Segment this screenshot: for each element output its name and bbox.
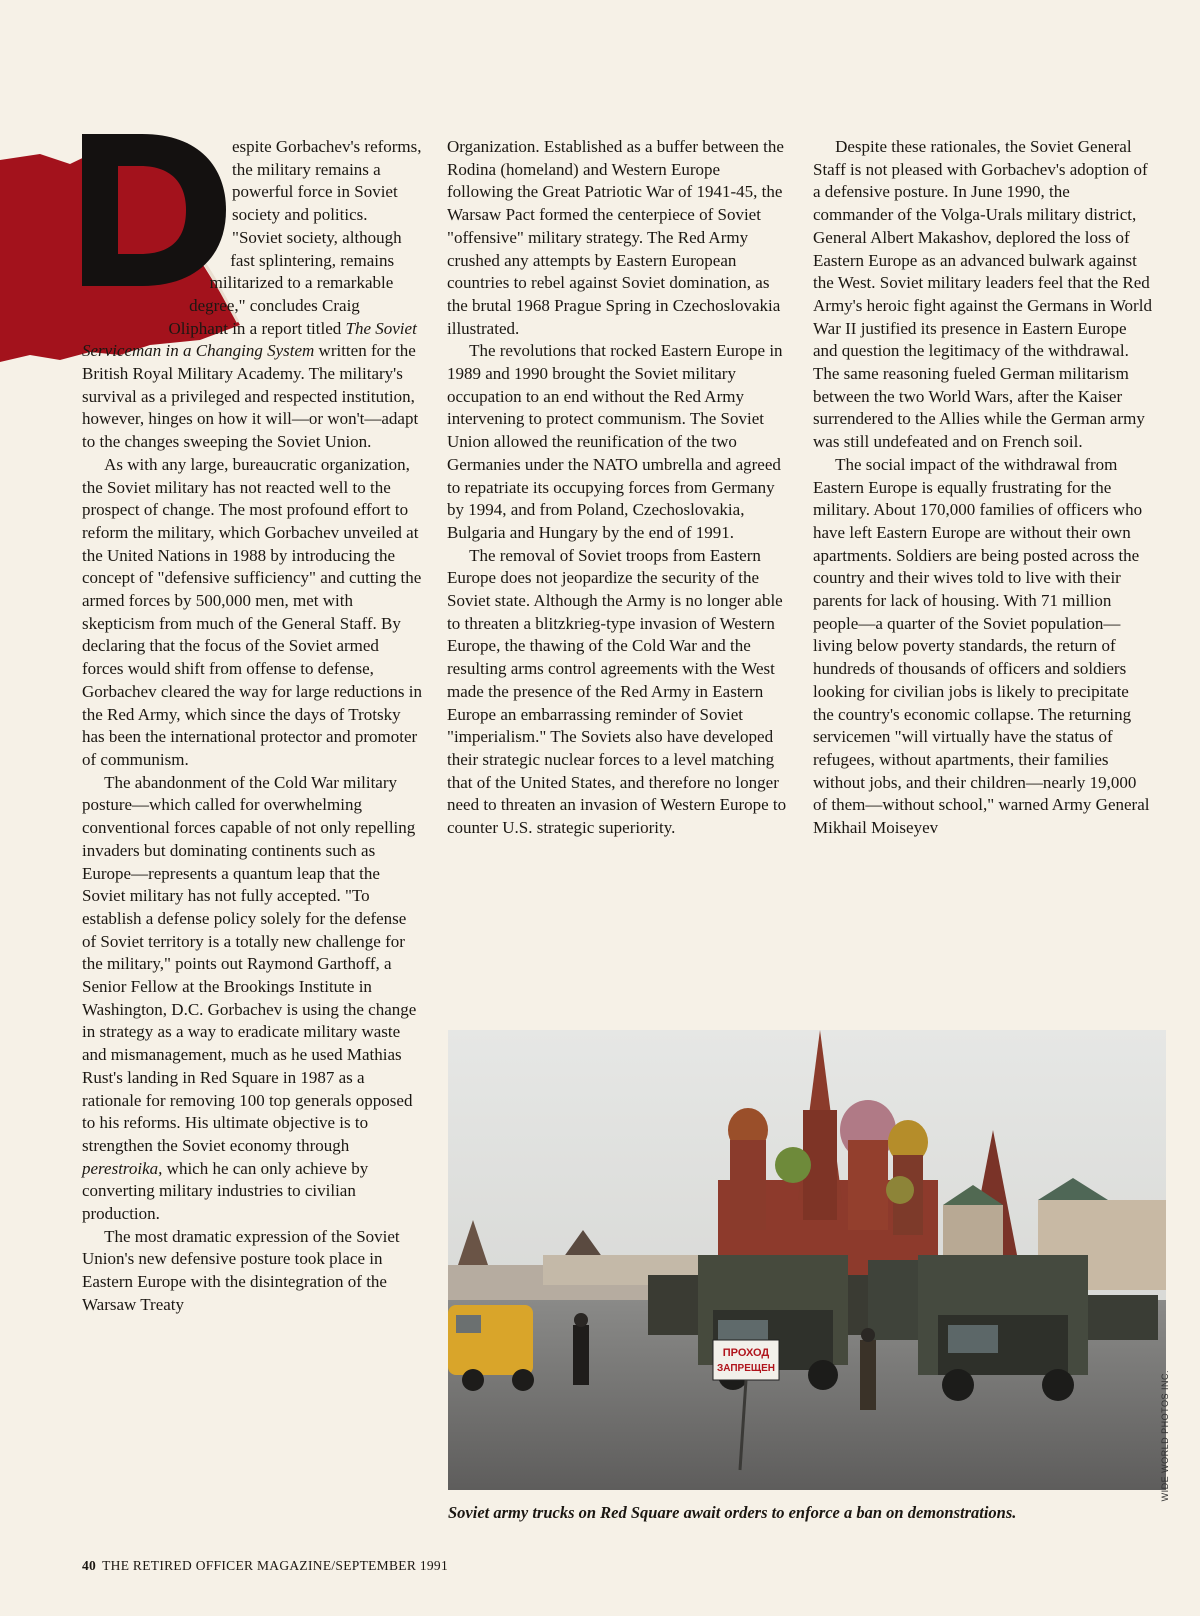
paragraph: The revolutions that rocked Eastern Europe in 1989 and 1990 brought the Soviet military occupation to an end without the Red Army intervening to protect communism. The Soviet Union allowed the reunification of the two Germanies under the NATO umbrella and agreed to repatriate its occupying forces from Germany by 1994, and from Poland, Czechoslovakia, Bulgaria and Hungary by the end of 1991. — [447, 341, 783, 542]
paragraph: The removal of Soviet troops from Eastern Europe does not jeopardize the security of the Soviet state. Although the Army is no longer able to threaten a blitzkrieg-type invasion of Western Europe, the thawing of the Cold War and the resulting arms control agreements with the West made the presence of the Red Army in Eastern Europe an embarrassing reminder of Soviet "imperialism." The Soviets also have developed their strategic nuclear forces to a level matching that of the United States, and therefore no longer need to threaten an invasion of Western Europe to counter U.S. strategic superiority. — [447, 545, 787, 838]
paragraph: As with any large, bureaucratic organization, the Soviet military has not reacted well to the prospect of change. The most profound effort to reform the military, which Gorbachev unveiled at the United Nations in 1988 by introducing the concept of "defensive sufficiency" and cutting the armed forces by 500,000 men, met with skepticism from much of the General Staff. By declaring that the focus of the Soviet armed forces would shift from offense to defense, Gorbachev cleared the way for large reductions in the Red Army, which since the days of Trotsky has been the international protector and promoter of communism. — [82, 454, 423, 769]
paragraph — [82, 772, 422, 1226]
article-column-3 — [813, 136, 1153, 840]
article-column-1 — [82, 136, 422, 1317]
paragraph-text: which he can only achieve by converting military industries to civilian production. — [82, 1158, 369, 1224]
paragraph: Despite these rationales, the Soviet General Staff is not pleased with Gorbachev's adoption of a defensive posture. In June 1990, the commander of the Volga-Urals military district, General Albert Makashov, deplored the loss of Eastern Europe as an advanced bulwark against the West. Soviet military leaders feel that the Red Army's heroic fight against the Germans in World War II justified its presence in Eastern Europe and question the legitimacy of the withdrawal. The same reasoning fueled German militarism between the two World Wars, after the Kaiser surrendered to the Allies while the German army was still undefeated and on French soil. — [813, 137, 1152, 452]
page-number: 40 — [82, 1558, 97, 1573]
lead-text: espite Gorbachev's reforms, the military remains a powerful force in Soviet society and politics. "Soviet society, although fast splintering, remains militarized to a remarkable degree," concludes Craig Oliphant in a report titled — [168, 137, 422, 338]
report-title: The Soviet Serviceman in a Changing System — [82, 318, 417, 361]
sign-text-line-1: ПРОХОД — [722, 1347, 770, 1359]
photo-credit: WIDE WORLD PHOTOS INC. — [1160, 1370, 1170, 1502]
lead-text-rest: written for the British Royal Military Academy. The military's survival as a privileged and respected institution, however, hinges on how it will—or won't—adapt to the changes sweeping the Soviet Union. — [82, 341, 419, 452]
publication-line: THE RETIRED OFFICER MAGAZINE/SEPTEMBER 1991 — [102, 1558, 449, 1573]
paragraph: The most dramatic expression of the Soviet Union's new defensive posture took place in Eastern Europe with the disintegration of the Warsaw Treaty — [82, 1226, 400, 1314]
italic-term: perestroika, — [82, 1158, 163, 1178]
sign-text-line-2: ЗАПРЕЩЕН — [717, 1363, 775, 1374]
paragraph: The social impact of the withdrawal from Eastern Europe is equally frustrating for the military. About 170,000 families of officers who have left Eastern Europe are without their own apartments. Soldiers are being posted across the country and their wives told to live with their parents for lack of housing. With 71 million people—a quarter of the Soviet population—living below poverty standards, the return of hundreds of thousands of officers and soldiers looking for civilian jobs is likely to precipitate the country's economic collapse. The returning servicemen "will virtually have the status of refugees, without apartments, their families without jobs, and their children—nearly 19,000 of them—without school," warned Army General Mikhail Moiseyev — [813, 454, 1150, 838]
paragraph-text: The abandonment of the Cold War military posture—which called for overwhelming conventional forces capable of not only repelling invaders but dominating continents such as Europe—represents a quantum leap that the Soviet military has not fully accepted. "To establish a defense policy solely for the defense of Soviet territory is a totally new challenge for the military," points out Raymond Garthoff, a Senior Fellow at the Brookings Institute in Washington, D.C. Gorbachev is using the change in strategy as a way to eradicate military waste and mismanagement, much as he used Mathias Rust's landing in Red Square in 1987 as a rationale for removing 100 top generals opposed to his reforms. His ultimate objective is to strengthen the Soviet economy through — [82, 772, 417, 1155]
paragraph: Organization. Established as a buffer between the Rodina (homeland) and Western Europe following the Great Patriotic War of 1941-45, the Warsaw Pact formed the centerpiece of Soviet "offensive" military strategy. The Red Army crushed any attempts by Eastern European countries to rebel against Soviet domination, as the brutal 1968 Prague Spring in Czechoslovakia illustrated. — [447, 137, 784, 338]
photo-red-square — [448, 1030, 1166, 1490]
photo-caption: Soviet army trucks on Red Square await orders to enforce a ban on demonstrations. — [448, 1503, 1017, 1522]
article-column-2 — [447, 136, 787, 840]
page-footer — [82, 1558, 448, 1574]
